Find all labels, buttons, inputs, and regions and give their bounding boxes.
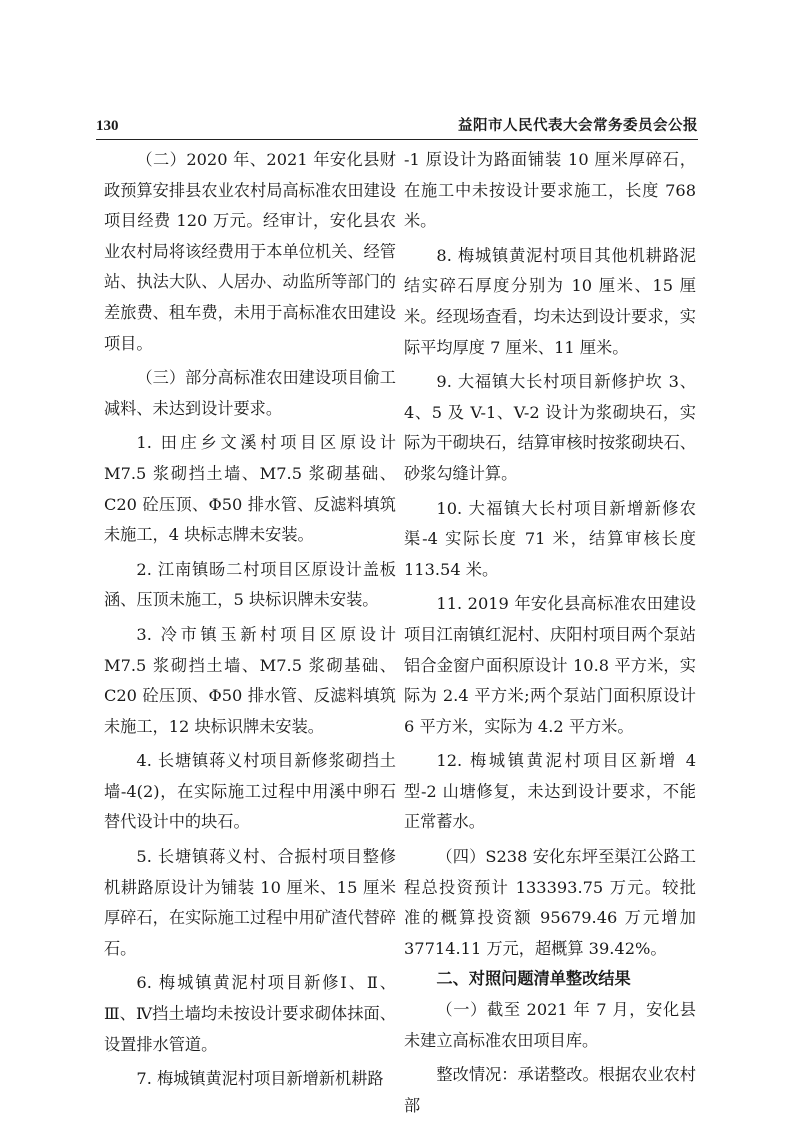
list-item: 2. 江南镇旸二村项目区原设计盖板涵、压顶未施工，5 块标识牌未安装。 (104, 559, 396, 610)
right-column (404, 145, 696, 1121)
list-item: 5. 长塘镇蒋义村、合振村项目整修机耕路原设计为铺装 10 厘米、15 厘米厚碎石，在实际施工过程中用矿渣代替碎石。 (104, 847, 396, 958)
list-item: 12. 梅城镇黄泥村项目区新增 4 型-2 山塘修复，未达到设计要求，不能正常蓄水。 (404, 751, 696, 832)
journal-title: 益阳市人民代表大会常务委员会公报 (458, 117, 698, 134)
continued-paragraph: -1 原设计为路面铺装 10 厘米厚碎石，在施工中未按设计要求施工，长度 768 米。 (404, 150, 696, 231)
section-heading: 二、对照问题清单整改结果 (436, 969, 631, 989)
paragraph: （二）2020 年、2021 年安化县财政预算安排县农业农村局高标准农田建设项目经费 120 万元。经审计，安化县农业农村局将该经费用于本单位机关、经管站、执法大队、人居办、动监所等部门的差旅费、租车费，未用于高标准农田建设项目。 (104, 150, 396, 353)
list-item: 9. 大福镇大长村项目新修护坎 3、4、5 及 V-1、V-2 设计为浆砌块石，实际为干砌块石，结算审核时按浆砌块石、砂浆勾缝计算。 (404, 372, 696, 483)
list-item: 4. 长塘镇蒋义村项目新修浆砌挡土墙-4(2)，在实际施工过程中用溪中卵石替代设计中的块石。 (104, 751, 396, 832)
page-header (96, 115, 698, 140)
list-item: 1. 田庄乡文溪村项目区原设计 M7.5 浆砌挡土墙、M7.5 浆砌基础、C20 砼压顶、Φ50 排水管、反滤料填筑未施工，4 块标志牌未安装。 (104, 433, 396, 545)
list-item: 3. 冷市镇玉新村项目区原设计 M7.5 浆砌挡土墙、M7.5 浆砌基础、C20 砼压顶、Φ50 排水管、反滤料填筑未施工，12 块标识牌未安装。 (104, 624, 396, 736)
list-item: 6. 梅城镇黄泥村项目新修Ⅰ、Ⅱ、Ⅲ、Ⅳ挡土墙均未按设计要求砌体抹面、设置排水管道。 (104, 973, 396, 1054)
left-column (104, 145, 396, 1095)
list-item: 7. 梅城镇黄泥村项目新增新机耕路 (136, 1069, 384, 1089)
paragraph: （四）S238 安化东坪至渠江公路工程总投资预计 133393.75 万元。较批准的概算投资额 95679.46 万元增加 37714.11 万元，超概算 39.42%。 (404, 847, 696, 958)
paragraph: （三）部分高标准农田建设项目偷工减料、未达到设计要求。 (104, 368, 396, 418)
paragraph: （一）截至 2021 年 7 月，安化县未建立高标准农田项目库。 (404, 1000, 696, 1050)
list-item: 10. 大福镇大长村项目新增新修农渠-4 实际长度 71 米，结算审核长度 113.54 米。 (404, 498, 696, 579)
list-item: 8. 梅城镇黄泥村项目其他机耕路泥结实碎石厚度分别为 10 厘米、15 厘米。经现场查看，均未达到设计要求，实际平均厚度 7 厘米、11 厘米。 (404, 245, 696, 357)
list-item: 11. 2019 年安化县高标准农田建设项目江南镇红泥村、庆阳村项目两个泵站铝合金窗户面积原设计 10.8 平方米，实际为 2.4 平方米;两个泵站门面积原设计 6 平方米，实际为 4.2 平方米。 (404, 594, 696, 736)
paragraph: 整改情况：承诺整改。根据农业农村部 (404, 1065, 696, 1115)
page-number: 130 (96, 118, 119, 134)
